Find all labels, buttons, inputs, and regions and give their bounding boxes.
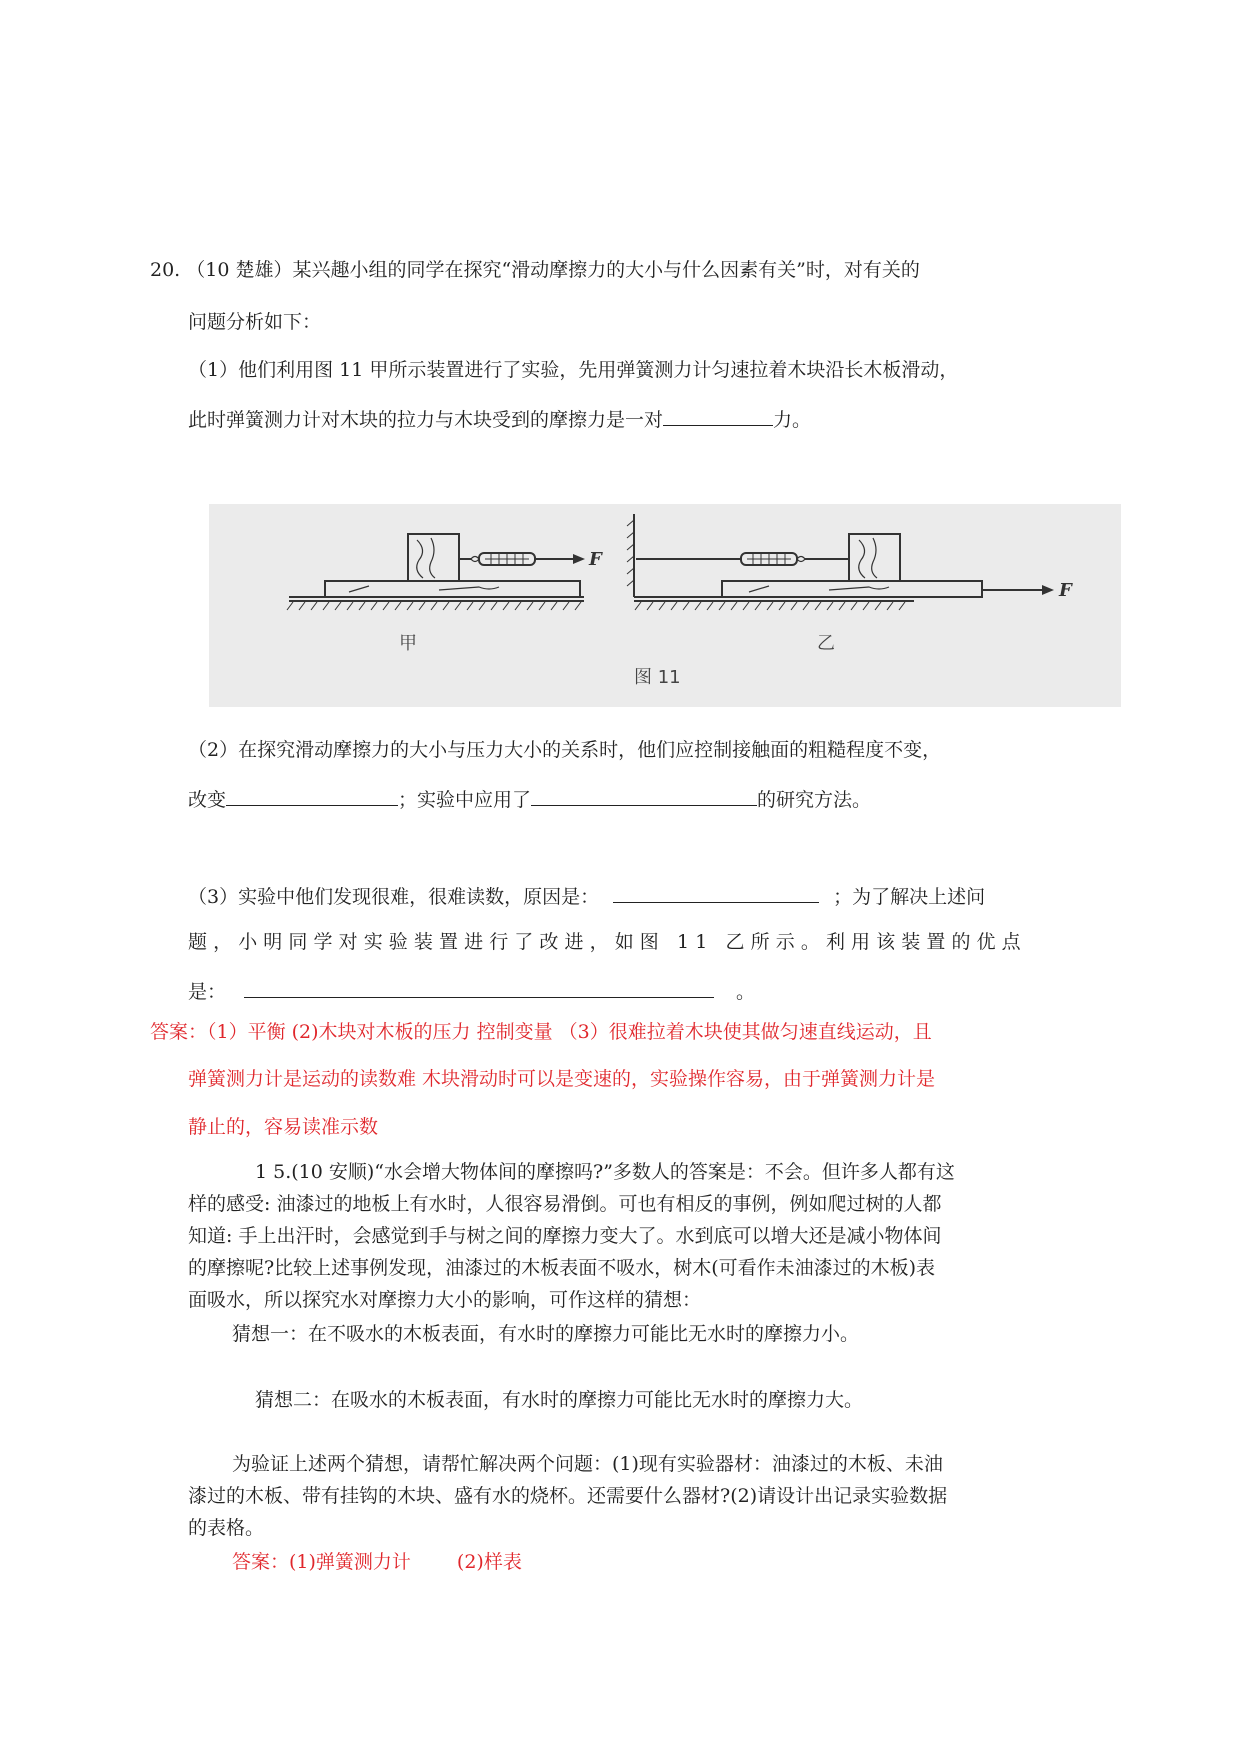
q15-line-4: 的摩擦呢?比较上述事例发现，油漆过的木板表面不吸水，树木(可看作未油漆过的木板)表	[188, 1257, 936, 1279]
q20-part1-line-2	[188, 405, 811, 432]
answer-blank-5[interactable]	[244, 977, 714, 998]
answer-blank-1[interactable]	[663, 405, 773, 426]
q20-part2-line-2	[188, 785, 871, 812]
force-label-left: F	[589, 549, 602, 570]
q15-line-1: 1 5.(10 安顺)“水会增大物体间的摩擦吗?”多数人的答案是：不会。但许多人都有这	[255, 1161, 955, 1183]
q20-part2-text-a: 改变	[188, 789, 227, 811]
q20-part3-text-d: 。	[736, 981, 756, 1003]
q15-answer-a: 答案：(1)弹簧测力计	[232, 1551, 411, 1573]
q20-part2-text-c: 的研究方法。	[757, 789, 872, 811]
q15-line-5: 面吸水，所以探究水对摩擦力大小的影响，可作这样的猜想：	[188, 1289, 702, 1311]
q20-part3-text-a: （3）实验中他们发现很难，很难读数，原因是：	[188, 886, 600, 908]
q20-part3-text-b: ；为了解决上述问	[833, 886, 986, 908]
q20-part3-line-3	[188, 977, 755, 1004]
q20-answer-line-3: 静止的，容易读准示数	[188, 1116, 379, 1138]
label-jia: 甲	[399, 633, 417, 654]
wooden-block-left	[408, 534, 459, 581]
q15-line-3: 知道: 手上出汗时，会感觉到手与树之间的摩擦力变大了。水到底可以增大还是减小物体间	[188, 1225, 942, 1247]
label-yi: 乙	[817, 633, 835, 654]
q20-answer-line-2: 弹簧测力计是运动的读数难 木块滑动时可以是变速的，实验操作容易，由于弹簧测力计是	[188, 1068, 936, 1090]
figure-caption: 图 11	[634, 667, 681, 688]
q15-line-2: 样的感受: 油漆过的地板上有水时，人很容易滑倒。可也有相反的事例，例如爬过树的人都	[188, 1193, 942, 1215]
answer-blank-3[interactable]	[531, 785, 757, 806]
figure-11	[209, 504, 1121, 707]
q20-line-2: 问题分析如下：	[188, 311, 322, 333]
q20-part1-line-1: （1）他们利用图 11 甲所示装置进行了实验，先用弹簧测力计匀速拉着木块沿长木板滑动，	[188, 359, 959, 381]
q20-part2-text-b: ；实验中应用了	[398, 789, 532, 811]
answer-blank-4[interactable]	[613, 882, 819, 903]
q15-verify-line-1: 为验证上述两个猜想，请帮忙解决两个问题：(1)现有实验器材：油漆过的木板、未油	[232, 1453, 943, 1475]
q15-answer	[232, 1550, 522, 1574]
q20-part3-line-2: 题，小明同学对实验装置进行了改进，如图 11 乙所示。利用该装置的优点	[188, 931, 1027, 953]
q20-part2-line-1: （2）在探究滑动摩擦力的大小与压力大小的关系时，他们应控制接触面的粗糙程度不变，	[188, 739, 942, 761]
q20-part3-line-1	[188, 882, 985, 909]
answer-blank-2[interactable]	[226, 785, 398, 806]
q15-answer-b: (2)样表	[456, 1551, 522, 1573]
q20-part3-text-c: 是：	[188, 981, 227, 1003]
q20-line-1: 20. （10 楚雄）某兴趣小组的同学在探究“滑动摩擦力的大小与什么因素有关”时，对有关的	[150, 259, 920, 281]
arrow-head-right	[1042, 585, 1054, 595]
force-label-right: F	[1059, 580, 1072, 601]
q20-part1-text-a: 此时弹簧测力计对木块的拉力与木块受到的摩擦力是一对	[188, 409, 664, 431]
arrow-head-left	[573, 554, 585, 564]
q20-part1-text-b: 力。	[773, 409, 812, 431]
q15-guess-1: 猜想一：在不吸水的木板表面，有水时的摩擦力可能比无水时的摩擦力小。	[232, 1323, 860, 1345]
q20-answer-line-1: 答案：（1）平衡 (2)木块对木板的压力 控制变量 （3）很难拉着木块使其做匀速直线运动，且	[150, 1021, 932, 1043]
q15-verify-line-2: 漆过的木板、带有挂钩的木块、盛有水的烧杯。还需要什么器材?(2)请设计出记录实验数据	[188, 1485, 948, 1507]
q15-guess-2: 猜想二：在吸水的木板表面，有水时的摩擦力可能比无水时的摩擦力大。	[255, 1389, 864, 1411]
friction-experiment-diagram	[209, 504, 1121, 707]
q15-verify-line-3: 的表格。	[188, 1517, 265, 1539]
